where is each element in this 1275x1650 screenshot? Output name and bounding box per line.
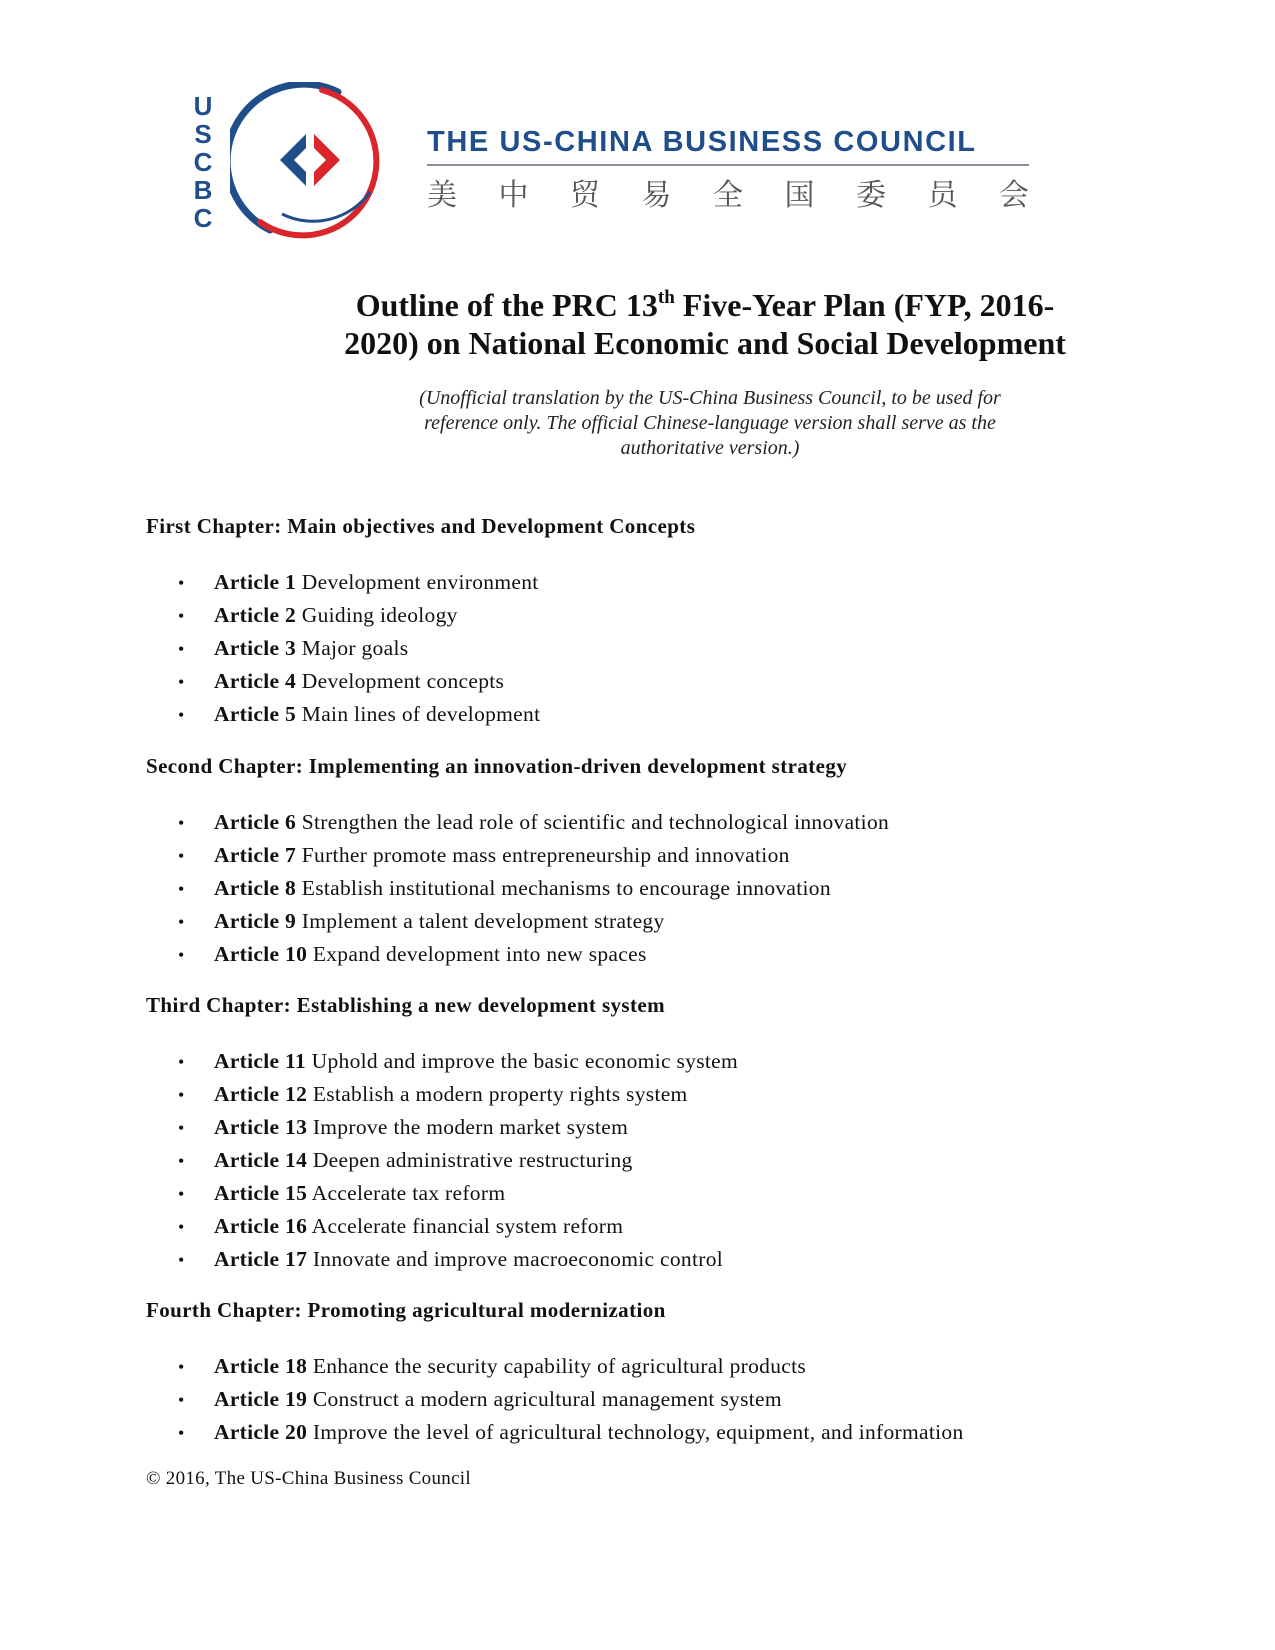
bullet-icon: • <box>178 1118 185 1138</box>
article-item <box>178 1354 806 1379</box>
logo-divider <box>427 164 1029 166</box>
article-label: Article 14 <box>214 1148 308 1172</box>
document-title <box>300 286 1110 362</box>
article-text: Development environment <box>301 570 539 594</box>
article-item <box>178 702 540 727</box>
title-part: Five-Year Plan (FYP, 2016- <box>674 287 1055 323</box>
article-label: Article 7 <box>214 843 297 867</box>
note-line: authoritative version.) <box>620 437 800 459</box>
article-item <box>178 876 831 901</box>
logo-cn-char: 国 <box>784 178 815 213</box>
logo-cn-char: 中 <box>498 178 529 213</box>
logo-cn-char: 员 <box>927 178 958 213</box>
chapter-heading: Fourth Chapter: Promoting agricultural modernization <box>146 1298 666 1322</box>
bullet-icon: • <box>178 813 185 833</box>
logo-letter: C <box>193 147 213 177</box>
logo-cn-char: 委 <box>856 178 886 213</box>
logo-acronym <box>191 92 215 232</box>
logo-cn-char: 全 <box>713 178 743 213</box>
uscbc-logo <box>185 82 1045 242</box>
bullet-icon: • <box>178 1184 185 1204</box>
article-item <box>178 669 504 694</box>
article-label: Article 18 <box>214 1354 308 1378</box>
article-item <box>178 1148 633 1173</box>
chapter-heading: Third Chapter: Establishing a new development system <box>146 993 665 1017</box>
chapter-heading: First Chapter: Main objectives and Development Concepts <box>146 514 696 538</box>
article-text: Accelerate tax reform <box>311 1181 506 1205</box>
article-label: Article 11 <box>214 1049 306 1073</box>
article-item <box>178 603 458 628</box>
bullet-icon: • <box>178 1357 185 1377</box>
article-text: Innovate and improve macroeconomic control <box>312 1247 724 1271</box>
article-item <box>178 1214 623 1239</box>
article-item <box>178 636 408 661</box>
article-item <box>178 1082 688 1107</box>
article-text: Accelerate financial system reform <box>311 1214 624 1238</box>
title-superscript: th <box>657 287 675 308</box>
logo-name-english: THE US-CHINA BUSINESS COUNCIL <box>427 126 977 158</box>
article-text: Further promote mass entrepreneurship and innovation <box>301 843 790 867</box>
bullet-icon: • <box>178 846 185 866</box>
article-item <box>178 1387 782 1412</box>
article-text: Major goals <box>301 636 409 660</box>
logo-letter: B <box>193 175 213 205</box>
article-item <box>178 1420 964 1445</box>
bullet-icon: • <box>178 1217 185 1237</box>
article-item <box>178 1115 628 1140</box>
article-item <box>178 1181 505 1206</box>
bullet-icon: • <box>178 912 185 932</box>
article-text: Establish a modern property rights system <box>312 1082 688 1106</box>
article-text: Guiding ideology <box>301 603 458 627</box>
bullet-icon: • <box>178 639 185 659</box>
bullet-icon: • <box>178 879 185 899</box>
article-label: Article 3 <box>214 636 297 660</box>
article-text: Main lines of development <box>301 702 541 726</box>
article-text: Establish institutional mechanisms to encourage innovation <box>301 876 831 900</box>
bullet-icon: • <box>178 1423 185 1443</box>
title-part: Outline of the PRC 13 <box>355 287 658 323</box>
bullet-icon: • <box>178 1151 185 1171</box>
article-label: Article 20 <box>214 1420 308 1444</box>
article-item <box>178 570 539 595</box>
logo-cn-char: 美 <box>427 178 457 213</box>
article-text: Enhance the security capability of agricultural products <box>312 1354 807 1378</box>
article-label: Article 2 <box>214 603 297 627</box>
article-item <box>178 942 647 967</box>
article-label: Article 19 <box>214 1387 308 1411</box>
article-item <box>178 1049 738 1074</box>
article-label: Article 17 <box>214 1247 308 1271</box>
article-label: Article 10 <box>214 942 308 966</box>
article-label: Article 9 <box>214 909 297 933</box>
logo-cn-char: 贸 <box>570 178 600 213</box>
bullet-icon: • <box>178 672 185 692</box>
article-label: Article 15 <box>214 1181 308 1205</box>
article-text: Improve the level of agricultural technology, equipment, and information <box>312 1420 964 1444</box>
note-line: (Unofficial translation by the US-China Business Council, to be used for <box>419 387 1001 409</box>
article-text: Strengthen the lead role of scientific and technological innovation <box>301 810 890 834</box>
article-item <box>178 1247 723 1272</box>
bullet-icon: • <box>178 1052 185 1072</box>
article-text: Expand development into new spaces <box>312 942 647 966</box>
logo-letter: U <box>193 91 213 121</box>
article-item <box>178 909 665 934</box>
article-text: Development concepts <box>301 669 505 693</box>
logo-emblem-icon <box>230 82 390 242</box>
article-label: Article 5 <box>214 702 297 726</box>
bullet-icon: • <box>178 1250 185 1270</box>
logo-letter: S <box>194 119 212 149</box>
article-text: Improve the modern market system <box>312 1115 629 1139</box>
copyright-footer: © 2016, The US-China Business Council <box>146 1468 471 1489</box>
bullet-icon: • <box>178 1390 185 1410</box>
bullet-icon: • <box>178 1085 185 1105</box>
title-line-2: 2020) on National Economic and Social Development <box>344 325 1066 361</box>
logo-cn-char: 易 <box>641 178 672 213</box>
logo-cn-char: 会 <box>999 178 1029 213</box>
article-label: Article 8 <box>214 876 297 900</box>
bullet-icon: • <box>178 705 185 725</box>
article-label: Article 13 <box>214 1115 308 1139</box>
article-text: Deepen administrative restructuring <box>312 1148 633 1172</box>
article-label: Article 1 <box>214 570 297 594</box>
chapter-heading: Second Chapter: Implementing an innovation-driven development strategy <box>146 754 848 778</box>
bullet-icon: • <box>178 606 185 626</box>
article-label: Article 6 <box>214 810 297 834</box>
article-label: Article 16 <box>214 1214 308 1238</box>
article-text: Construct a modern agricultural management system <box>312 1387 782 1411</box>
note-line: reference only. The official Chinese-language version shall serve as the <box>424 412 996 434</box>
logo-letter: C <box>193 203 213 233</box>
article-label: Article 12 <box>214 1082 308 1106</box>
article-text: Implement a talent development strategy <box>301 909 665 933</box>
translation-note <box>360 386 1060 461</box>
article-item <box>178 843 790 868</box>
article-item <box>178 810 889 835</box>
article-label: Article 4 <box>214 669 297 693</box>
bullet-icon: • <box>178 573 185 593</box>
logo-name-chinese <box>427 170 1029 214</box>
article-text: Uphold and improve the basic economic system <box>311 1049 739 1073</box>
bullet-icon: • <box>178 945 185 965</box>
